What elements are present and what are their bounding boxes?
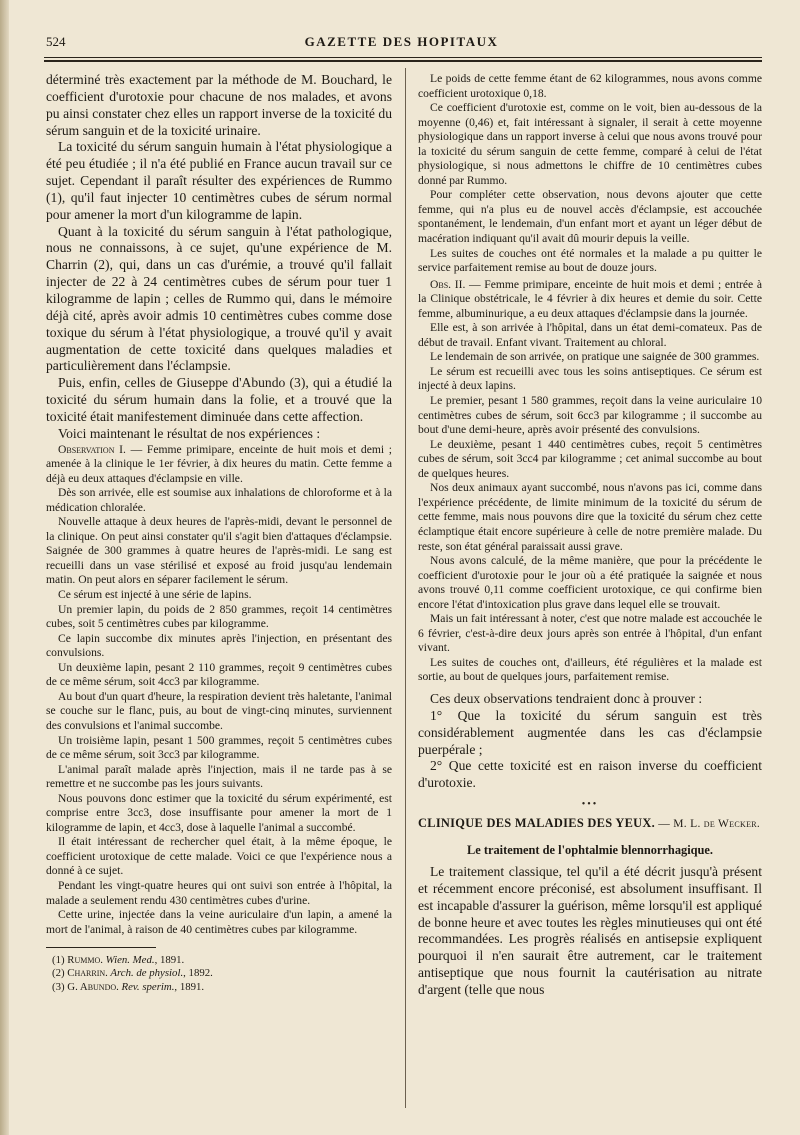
paragraph: Ce coefficient d'urotoxie est, comme on le voit, bien au-dessous de la moyenne (0,46) et, fait intéressant à signaler, il serait à cette moyenne physiologique dans un rapport inverse à celui que nous avons trouvé pour la toxicité du sérum sanguin de cette femme, comparé à celui de l'état physiologique, si nous admettons le chiffre de 10 centimètres cubes donné par Rummo. [418, 101, 762, 187]
header-rule-thick [44, 60, 762, 62]
observation-text: — Femme primipare, enceinte de huit mois et demi ; entrée à la Clinique obstétricale, le 4 février à dix heures et demie du soir. Cette femme, albuminurique, a eu deux attaques d'éclampsie dans la journée. [418, 277, 762, 320]
paragraph: Le traitement classique, tel qu'il a été décrit jusqu'à présent et récemment encore préconisé, est absolument insuffisant. Il est incapable d'assurer la guérison, même lorsqu'il est appliqué de bonne heure et avec toutes les règles minutieuses qui ont été recommandées. Les progrès réalisés en antisepsie expliquent pourquoi il n'en saurait être autrement, car le traitement antiseptique que nous fournit la cautérisation au nitrate d'argent (telle que nous [418, 864, 762, 997]
paragraph: Le premier, pesant 1 580 grammes, reçoit dans la veine auriculaire 10 centimètres cubes de sérum, soit 6cc3 par kilogramme ; il succombe au bout d'une demi-heure, après avoir présenté des convulsions. [418, 394, 762, 437]
article-title: Le traitement de l'ophtalmie blennorrhagique. [466, 843, 714, 858]
section-title [418, 816, 762, 831]
paragraph: Ce sérum est injecté à une série de lapins. [58, 588, 252, 602]
paragraph: Pendant les vingt-quatre heures qui ont suivi son entrée à l'hôpital, la malade a seulement rendu 430 centimètres cubes d'urine. [46, 878, 392, 907]
paragraph: Le poids de cette femme étant de 62 kilogrammes, nous avons comme coefficient urotoxique 0,18. [418, 72, 762, 100]
paragraph: Nous pouvons donc estimer que la toxicité du sérum expérimenté, est comprise entre 3cc3, dose insuffisante pour amener la mort de 1 kilogramme de lapin, et 4cc3, dose à laquelle l'animal a succombé. [46, 791, 392, 834]
running-title: GAZETTE DES HOPITAUX [304, 34, 499, 49]
footnote-source: Rev. sperim. [118, 980, 175, 993]
paragraph: Mais un fait intéressant à noter, c'est que notre malade est accouchée le 6 février, c'est-à-dire deux jours après son entrée à l'hôpital, d'un enfant vivant. [418, 612, 762, 655]
header-rule-thin [44, 57, 762, 58]
section-heading: CLINIQUE DES MALADIES DES YEUX. [418, 816, 656, 831]
paragraph: Il était intéressant de rechercher quel était, à la même époque, le coefficient urotoxique de cette malade. Voici ce que l'expérience nous a donné à ce sujet. [46, 835, 392, 878]
observation-label: Obs. II. [430, 277, 466, 291]
footnote-number: (3) [52, 980, 68, 993]
paragraph: Nous avons calculé, de la même manière, que pour la précédente le coefficient d'urotoxie pour le jour où a été pratiquée la saignée et nous avons trouvé 0,11 comme coefficient urotoxique, ce qui confirme bien encore l'état d'intoxication plus grave dans lequel elle se trouvait. [418, 554, 762, 611]
paragraph: Nos deux animaux ayant succombé, nous n'avons pas ici, comme dans l'expérience précédente, de limite minimum de la toxicité du sérum de cette femme, mais nous pouvons dire que la toxicité du sérum chez cette éclamptique était encore supérieure à celle de notre première malade. Du reste, son état général paraissait aussi grave. [418, 481, 762, 553]
observation-paragraph [418, 278, 762, 322]
paragraph: Ce lapin succombe dix minutes après l'injection, en présentant des convulsions. [46, 631, 392, 660]
paragraph: Cette urine, injectée dans la veine auriculaire d'un lapin, a amené la mort de l'animal, à raison de 40 centimètres cubes par kilogramme. [46, 908, 392, 936]
section-separator: ••• [581, 799, 599, 811]
paragraph: déterminé très exactement par la méthode de M. Bouchard, le coefficient d'urotoxie pour chacune de nos malades, et avons pu ainsi constater chez elles un rapport inverse de la toxicité du sérum sanguin et de la toxicité urinaire. [46, 72, 392, 138]
right-column [418, 72, 762, 999]
paragraph: Un premier lapin, du poids de 2 850 grammes, reçoit 14 centimètres cubes, soit 5 centimètres cubes par kilogramme. [46, 602, 392, 631]
paragraph: Le deuxième, pesant 1 440 centimètres cubes, reçoit 5 centimètres cubes de sérum, soit 3cc4 par kilogramme ; cet animal succombe au bout de quelques heures. [418, 437, 762, 480]
left-column [46, 72, 392, 994]
paragraph: Dès son arrivée, elle est soumise aux inhalations de chloroforme et à la médication chloralée. [46, 486, 392, 514]
paragraph: Un deuxième lapin, pesant 2 110 grammes, reçoit 9 centimètres cubes de ce même sérum, soit 4cc3 par kilogramme. [46, 660, 392, 689]
footnote-number: (2) [52, 967, 68, 980]
footnote [46, 981, 392, 994]
page-binding-edge [0, 0, 9, 1135]
footnote-source: Arch. de physiol. [107, 967, 184, 980]
footnote-year: , 1891. [154, 954, 185, 967]
conclusion-item: 2° Que cette toxicité est en raison inverse du coefficient d'urotoxie. [418, 758, 762, 791]
paragraph: Au bout d'un quart d'heure, la respiration devient très haletante, l'animal se couche sur le flanc, puis, au bout de vingt-cinq minutes, surviennent des convulsions et l'animal succombe. [46, 689, 393, 732]
paragraph: Nouvelle attaque à deux heures de l'après-midi, devant le personnel de la clinique. On peut ainsi constater qu'il s'agit bien d'attaques d'éclampsie. Saignée de 300 grammes à quatre heures de l'après-midi. Le sang est recueilli dans un vase stérilisé et exposé au froid jusqu'au lendemain matin. On peut alors en séparer facilement le sérum. [46, 515, 392, 587]
footnote-rule [46, 947, 156, 948]
footnote-year: , 1891. [174, 980, 205, 993]
footnote-source: Wien. Med. [102, 954, 155, 967]
paragraph: Puis, enfin, celles de Giuseppe d'Abundo (3), qui a étudié la toxicité du sérum humain dans la folie, et a trouvé que la toxicité était manifestement diminuée dans cette affection. [46, 375, 392, 424]
footnote [46, 967, 392, 980]
footnote-author: Rummo. [67, 954, 103, 967]
paragraph: Un troisième lapin, pesant 1 500 grammes, reçoit 5 centimètres cubes de ce même sérum, soit 3cc3 par kilogramme. [46, 733, 392, 762]
observation-paragraph [46, 443, 392, 487]
paragraph: Le sérum est recueilli avec tous les soins antiseptiques. Ce sérum est injecté à deux lapins. [418, 364, 762, 393]
paragraph: Les suites de couches ont, d'ailleurs, été régulières et la malade est sortie, au bout de quelques jours, parfaitement remise. [418, 655, 762, 684]
page-header [38, 34, 765, 54]
section-author: — M. L. de Wecker. [655, 818, 761, 831]
footnote [46, 954, 392, 967]
footnote-author: Charrin. [67, 967, 108, 980]
paragraph: Le lendemain de son arrivée, on pratique une saignée de 300 grammes. [430, 350, 760, 364]
paragraph: Les suites de couches ont été normales et la malade a pu quitter le service parfaitement remise au bout de douze jours. [418, 246, 762, 275]
footnote-number: (1) [52, 954, 68, 967]
footnote-year: , 1892. [183, 967, 213, 980]
conclusion-intro: Ces deux observations tendraient donc à prouver : [430, 690, 703, 706]
footnote-author: G. Abundo. [67, 980, 119, 993]
paragraph: La toxicité du sérum sanguin humain à l'état physiologique a été peu étudiée ; il n'a été publié en France aucun travail sur ce sujet. Cependant il paraît résulter des expériences de Rummo (1), qu'il faut injecter 10 centimètres cubes de sérum normal pour amener la mort d'un kilogramme de lapin. [46, 139, 392, 222]
paragraph: Elle est, à son arrivée à l'hôpital, dans un état demi-comateux. Pas de début de travail. Enfant vivant. Traitement au chloral. [418, 321, 762, 349]
conclusion-item: 1° Que la toxicité du sérum sanguin est très considérablement augmentée dans les cas d'éclampsie puerpérale ; [418, 707, 762, 757]
paragraph: Voici maintenant le résultat de nos expériences : [58, 425, 321, 441]
paragraph: Pour compléter cette observation, nous devons ajouter que cette femme, qui n'a plus eu de nouvel accès d'éclampsie, est accouchée spontanément, le lendemain, d'un enfant mort et ayant un léger début de macération indiquant qu'il avait dû mourir depuis la veille. [418, 188, 762, 246]
observation-label: Observation I. [58, 442, 126, 456]
paragraph: L'animal paraît malade après l'injection, mais il ne tarde pas à se remettre et ne succombe pas les jours suivants. [46, 762, 392, 791]
paragraph: Quant à la toxicité du sérum sanguin à l'état pathologique, nous ne connaissons, à ce sujet, qu'une expérience de M. Charrin (2), qui, dans un cas d'urémie, a trouvé qu'il fallait injecter de 22 à 24 centimètres cubes de sérum pour tuer 1 kilogramme de lapin ; celles de Rummo qui, dans le mémoire déjà cité, après avoir admis 10 centimètres cubes comme dose toxique du sérum à l'état physiologique, a trouvé qu'il y avait augmentation de cette toxicité dans quelques maladies et particulièrement dans l'éclampsie. [46, 223, 392, 374]
page-number: 524 [46, 34, 66, 49]
column-divider [405, 68, 406, 1108]
observation-text: — Femme primipare, enceinte de huit mois et demi ; amenée à la clinique le 1er février, à dix heures du matin. Cette femme a déjà eu deux attaques d'éclampsie en ville. [46, 442, 392, 485]
